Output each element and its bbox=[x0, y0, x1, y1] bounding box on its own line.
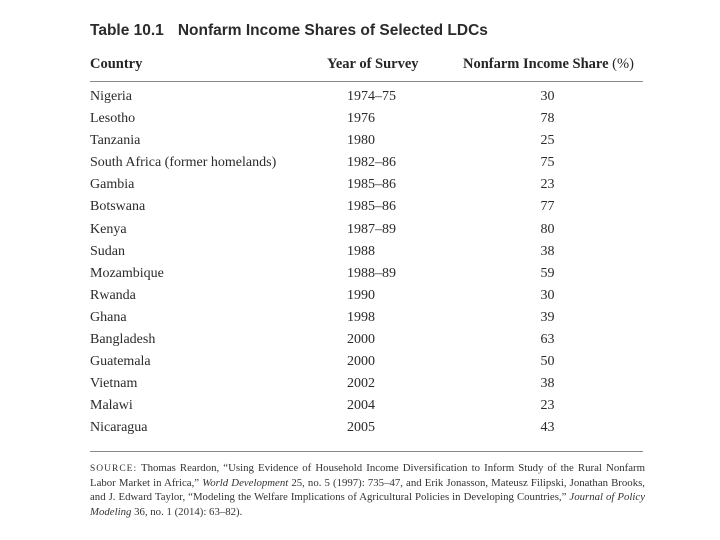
table-row bbox=[0, 199, 720, 221]
cell-country: Guatemala bbox=[90, 354, 151, 370]
cell-country: Malawi bbox=[90, 398, 133, 414]
cell-share: 39 bbox=[540, 309, 555, 325]
table-row bbox=[0, 89, 720, 111]
cell-share: 63 bbox=[540, 332, 555, 348]
cell-country: Gambia bbox=[90, 177, 135, 193]
table-row bbox=[0, 111, 720, 133]
cell-year: 1985–86 bbox=[347, 177, 396, 193]
source-journal-a: World Development bbox=[202, 477, 289, 490]
table-row bbox=[0, 398, 720, 420]
cell-year: 1990 bbox=[347, 287, 375, 303]
table-row bbox=[0, 354, 720, 376]
cell-share: 30 bbox=[540, 89, 555, 104]
cell-country: Tanzania bbox=[90, 133, 141, 149]
column-header-share-label: Nonfarm Income Share bbox=[463, 56, 609, 72]
cell-share: 59 bbox=[540, 265, 555, 281]
cell-country: Botswana bbox=[90, 199, 146, 215]
cell-country: Bangladesh bbox=[90, 332, 156, 348]
source-text-c: 36, no. 1 (2014): 63–82). bbox=[131, 505, 243, 518]
cell-country: Sudan bbox=[90, 243, 125, 259]
cell-year: 1985–86 bbox=[347, 199, 396, 215]
table-row bbox=[0, 376, 720, 398]
column-header-share bbox=[463, 56, 634, 73]
cell-year: 2002 bbox=[347, 376, 375, 392]
cell-year: 1974–75 bbox=[347, 89, 396, 104]
cell-share: 43 bbox=[540, 420, 555, 436]
cell-country: Lesotho bbox=[90, 111, 136, 127]
table-body bbox=[0, 89, 720, 443]
cell-share: 78 bbox=[540, 111, 555, 127]
cell-country: Nigeria bbox=[90, 89, 132, 104]
cell-share: 77 bbox=[540, 199, 555, 215]
cell-year: 2000 bbox=[347, 354, 375, 370]
cell-share: 38 bbox=[540, 243, 555, 259]
cell-country: Kenya bbox=[90, 221, 127, 237]
cell-share: 50 bbox=[540, 354, 555, 370]
cell-share: 25 bbox=[540, 133, 555, 149]
source-journal-b: Journal of Policy Modeling bbox=[90, 491, 645, 518]
table-row bbox=[0, 420, 720, 442]
column-header-year: Year of Survey bbox=[327, 56, 419, 72]
cell-country: Rwanda bbox=[90, 287, 136, 303]
table-row bbox=[0, 332, 720, 354]
cell-year: 1976 bbox=[347, 111, 375, 127]
cell-year: 1980 bbox=[347, 133, 375, 149]
table-name: Nonfarm Income Shares of Selected LDCs bbox=[177, 22, 488, 39]
table-row bbox=[0, 288, 720, 310]
cell-country: Mozambique bbox=[90, 265, 164, 281]
table-row bbox=[0, 244, 720, 266]
table-row bbox=[0, 266, 720, 288]
cell-country: Nicaragua bbox=[90, 420, 148, 436]
column-header-country: Country bbox=[90, 56, 143, 72]
source-text-a: Thomas Reardon, “Using Evidence of Household Income Diversification to Inform Study of the Rural Nonfarm Labor Market in Africa,” bbox=[90, 462, 645, 490]
cell-share: 30 bbox=[540, 287, 555, 303]
table-row bbox=[0, 222, 720, 244]
table-row bbox=[0, 177, 720, 199]
header-rule bbox=[90, 81, 643, 82]
cell-year: 2005 bbox=[347, 420, 375, 436]
table-row bbox=[0, 155, 720, 177]
cell-share: 80 bbox=[540, 221, 555, 237]
cell-share: 23 bbox=[540, 398, 555, 414]
cell-share: 38 bbox=[540, 376, 555, 392]
table-title bbox=[90, 22, 488, 40]
cell-year: 1982–86 bbox=[347, 155, 396, 171]
cell-country: South Africa (former homelands) bbox=[90, 155, 277, 171]
table-row bbox=[0, 310, 720, 332]
source-label: SOURCE: bbox=[90, 464, 138, 474]
cell-year: 1987–89 bbox=[347, 221, 396, 237]
cell-country: Vietnam bbox=[90, 376, 138, 392]
cell-country: Ghana bbox=[90, 309, 127, 325]
cell-year: 1988–89 bbox=[347, 265, 396, 281]
cell-year: 2004 bbox=[347, 398, 375, 414]
table-number: Table 10.1 bbox=[90, 22, 164, 39]
footer-rule bbox=[90, 451, 643, 452]
cell-year: 2000 bbox=[347, 332, 375, 348]
column-header-share-unit: (%) bbox=[612, 56, 634, 72]
cell-year: 1988 bbox=[347, 243, 375, 259]
cell-share: 75 bbox=[540, 155, 555, 171]
cell-share: 23 bbox=[540, 177, 555, 193]
source-note bbox=[90, 461, 645, 519]
cell-year: 1998 bbox=[347, 309, 375, 325]
table-row bbox=[0, 133, 720, 155]
source-text-b: 25, no. 5 (1997): 735–47, and Erik Jonasson, Mateusz Filipski, Jonathan Brooks, and J. Edward Taylor, “Modeling the Welfare Implications of Agricultural Policies in Developing Countries,” bbox=[90, 477, 646, 504]
